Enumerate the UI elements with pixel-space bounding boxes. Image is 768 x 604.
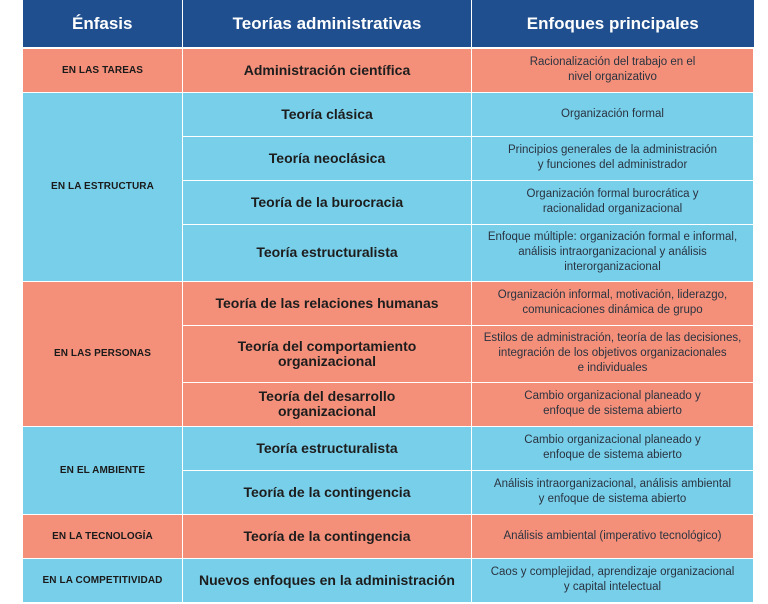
focus-cell: Cambio organizacional planeado y enfoque de sistema abierto bbox=[472, 382, 754, 426]
focus-cell: Análisis ambiental (imperativo tecnológico) bbox=[472, 514, 754, 558]
focus-cell: Racionalización del trabajo en el nivel organizativo bbox=[472, 48, 754, 92]
focus-cell: Estilos de administración, teoría de las decisiones, integración de los objetivos organizacionales e individuales bbox=[472, 325, 754, 382]
focus-cell: Caos y complejidad, aprendizaje organizacional y capital intelectual bbox=[472, 558, 754, 602]
theory-cell: Teoría estructuralista bbox=[183, 426, 472, 470]
focus-cell: Organización informal, motivación, liderazgo, comunicaciones dinámica de grupo bbox=[472, 281, 754, 325]
table-row bbox=[23, 426, 754, 470]
theory-cell: Teoría de la contingencia bbox=[183, 470, 472, 514]
emphasis-cell: EN LA TECNOLOGÍA bbox=[23, 514, 183, 558]
theory-cell: Teoría clásica bbox=[183, 92, 472, 136]
focus-cell: Organización formal bbox=[472, 92, 754, 136]
theory-cell: Teoría de la contingencia bbox=[183, 514, 472, 558]
emphasis-cell: EN LA COMPETITIVIDAD bbox=[23, 558, 183, 602]
focus-cell: Organización formal burocrática y racionalidad organizacional bbox=[472, 180, 754, 224]
theory-cell: Teoría de las relaciones humanas bbox=[183, 281, 472, 325]
header-focus: Enfoques principales bbox=[472, 0, 754, 48]
header-row bbox=[23, 0, 754, 48]
emphasis-cell: EN LAS PERSONAS bbox=[23, 281, 183, 426]
emphasis-cell: EN EL AMBIENTE bbox=[23, 426, 183, 514]
focus-cell: Cambio organizacional planeado y enfoque de sistema abierto bbox=[472, 426, 754, 470]
table-body bbox=[23, 48, 754, 602]
theory-cell: Teoría del comportamiento organizacional bbox=[183, 325, 472, 382]
focus-cell: Análisis intraorganizacional, análisis ambiental y enfoque de sistema abierto bbox=[472, 470, 754, 514]
emphasis-cell: EN LA ESTRUCTURA bbox=[23, 92, 183, 281]
table-row bbox=[23, 281, 754, 325]
table-row bbox=[23, 558, 754, 602]
header-emphasis: Énfasis bbox=[23, 0, 183, 48]
header-theories: Teorías administrativas bbox=[183, 0, 472, 48]
table-row bbox=[23, 92, 754, 136]
administrative-theories-table bbox=[22, 0, 754, 603]
theory-cell: Nuevos enfoques en la administración bbox=[183, 558, 472, 602]
theories-table-container bbox=[22, 0, 753, 603]
theory-cell: Teoría neoclásica bbox=[183, 136, 472, 180]
theory-cell: Teoría de la burocracia bbox=[183, 180, 472, 224]
focus-cell: Enfoque múltiple: organización formal e informal, análisis intraorganizacional y análisis interorganizacional bbox=[472, 224, 754, 281]
theory-cell: Teoría del desarrollo organizacional bbox=[183, 382, 472, 426]
theory-cell: Teoría estructuralista bbox=[183, 224, 472, 281]
table-row bbox=[23, 48, 754, 92]
emphasis-cell: EN LAS TAREAS bbox=[23, 48, 183, 92]
focus-cell: Principios generales de la administración y funciones del administrador bbox=[472, 136, 754, 180]
table-row bbox=[23, 514, 754, 558]
theory-cell: Administración científica bbox=[183, 48, 472, 92]
